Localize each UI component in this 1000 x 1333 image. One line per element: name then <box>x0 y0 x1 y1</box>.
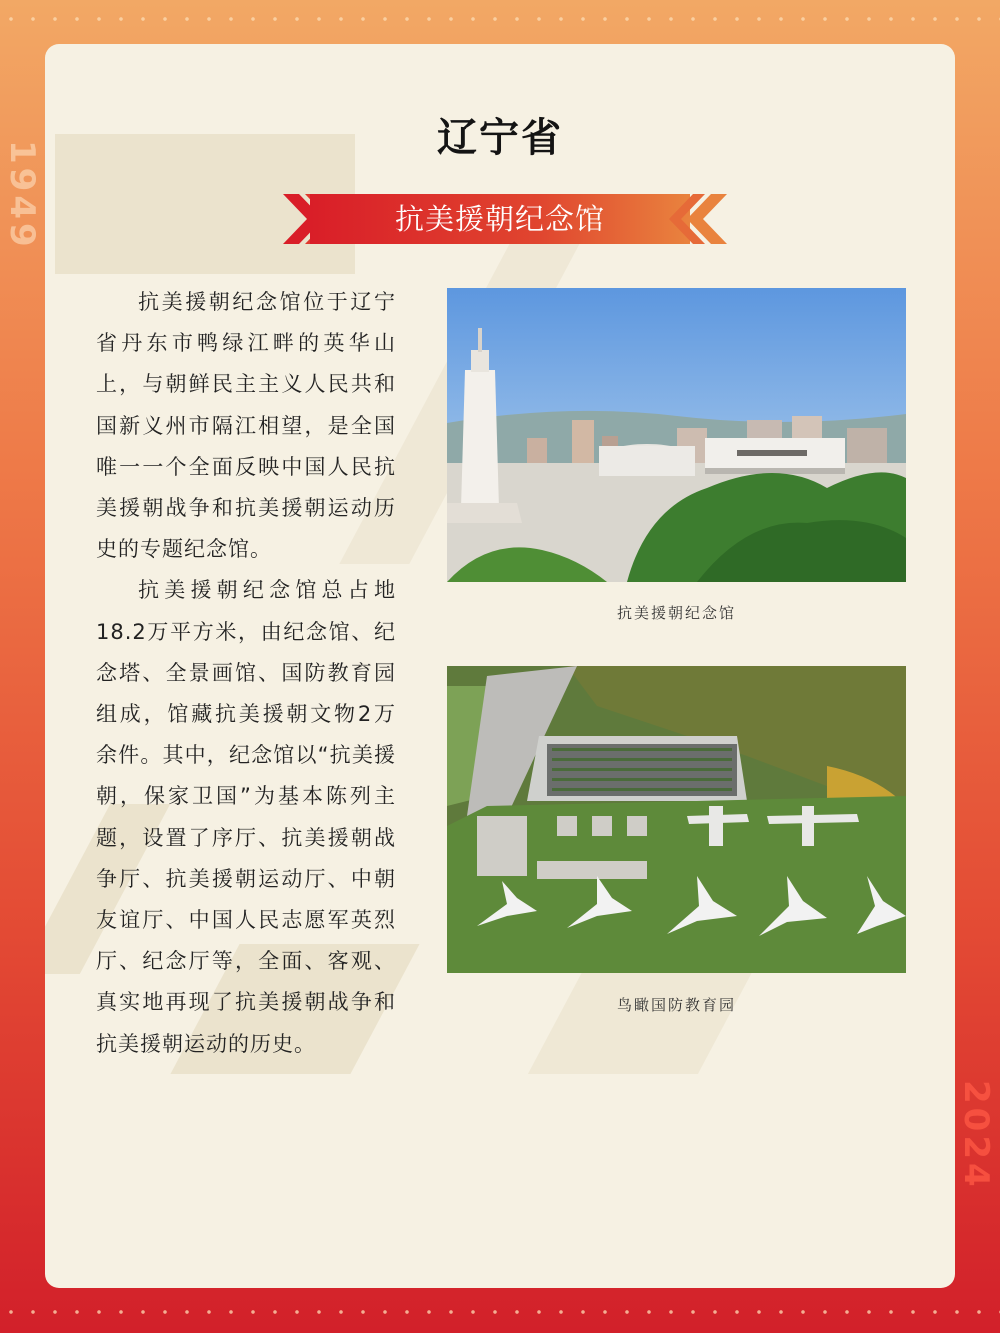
defense-park-aerial-photo <box>447 666 906 973</box>
memorial-hall-photo <box>447 288 906 582</box>
photo-caption: 抗美援朝纪念馆 <box>616 604 736 622</box>
article-paragraph: 抗美援朝纪念馆位于辽宁省丹东市鸭绿江畔的英华山上，与朝鲜民主主义人民共和国新义州市隔江相望，是全国唯一一个全面反映中国人民抗美援朝战争和抗美援朝运动历史的专题纪念馆。 <box>96 290 396 562</box>
bottom-dot-border <box>0 1309 1000 1315</box>
article-paragraph: 抗美援朝纪念馆总占地18.2万平方米，由纪念馆、纪念塔、全景画馆、国防教育园组成，馆藏抗美援朝文物2万余件。其中，纪念馆以“抗美援朝，保家卫国”为基本陈列主题，设置了序厅、抗美援朝战争厅、抗美援朝运动厅、中朝友谊厅、中国人民志愿军英烈厅、纪念厅等，全面、客观、真实地再现了抗美援朝战争和抗美援朝运动的历史。 <box>96 578 396 1056</box>
year-start-label: 1949 <box>2 140 42 251</box>
content-card <box>45 44 955 1288</box>
year-end-label: 2024 <box>956 1080 996 1191</box>
photo-caption: 鸟瞰国防教育园 <box>616 996 736 1014</box>
section-banner: 抗美援朝纪念馆 <box>310 194 690 244</box>
top-dot-border <box>0 16 1000 22</box>
page-title: 辽宁省 <box>437 115 563 161</box>
article-body <box>96 282 396 1065</box>
chevron-left-icon <box>667 190 727 248</box>
